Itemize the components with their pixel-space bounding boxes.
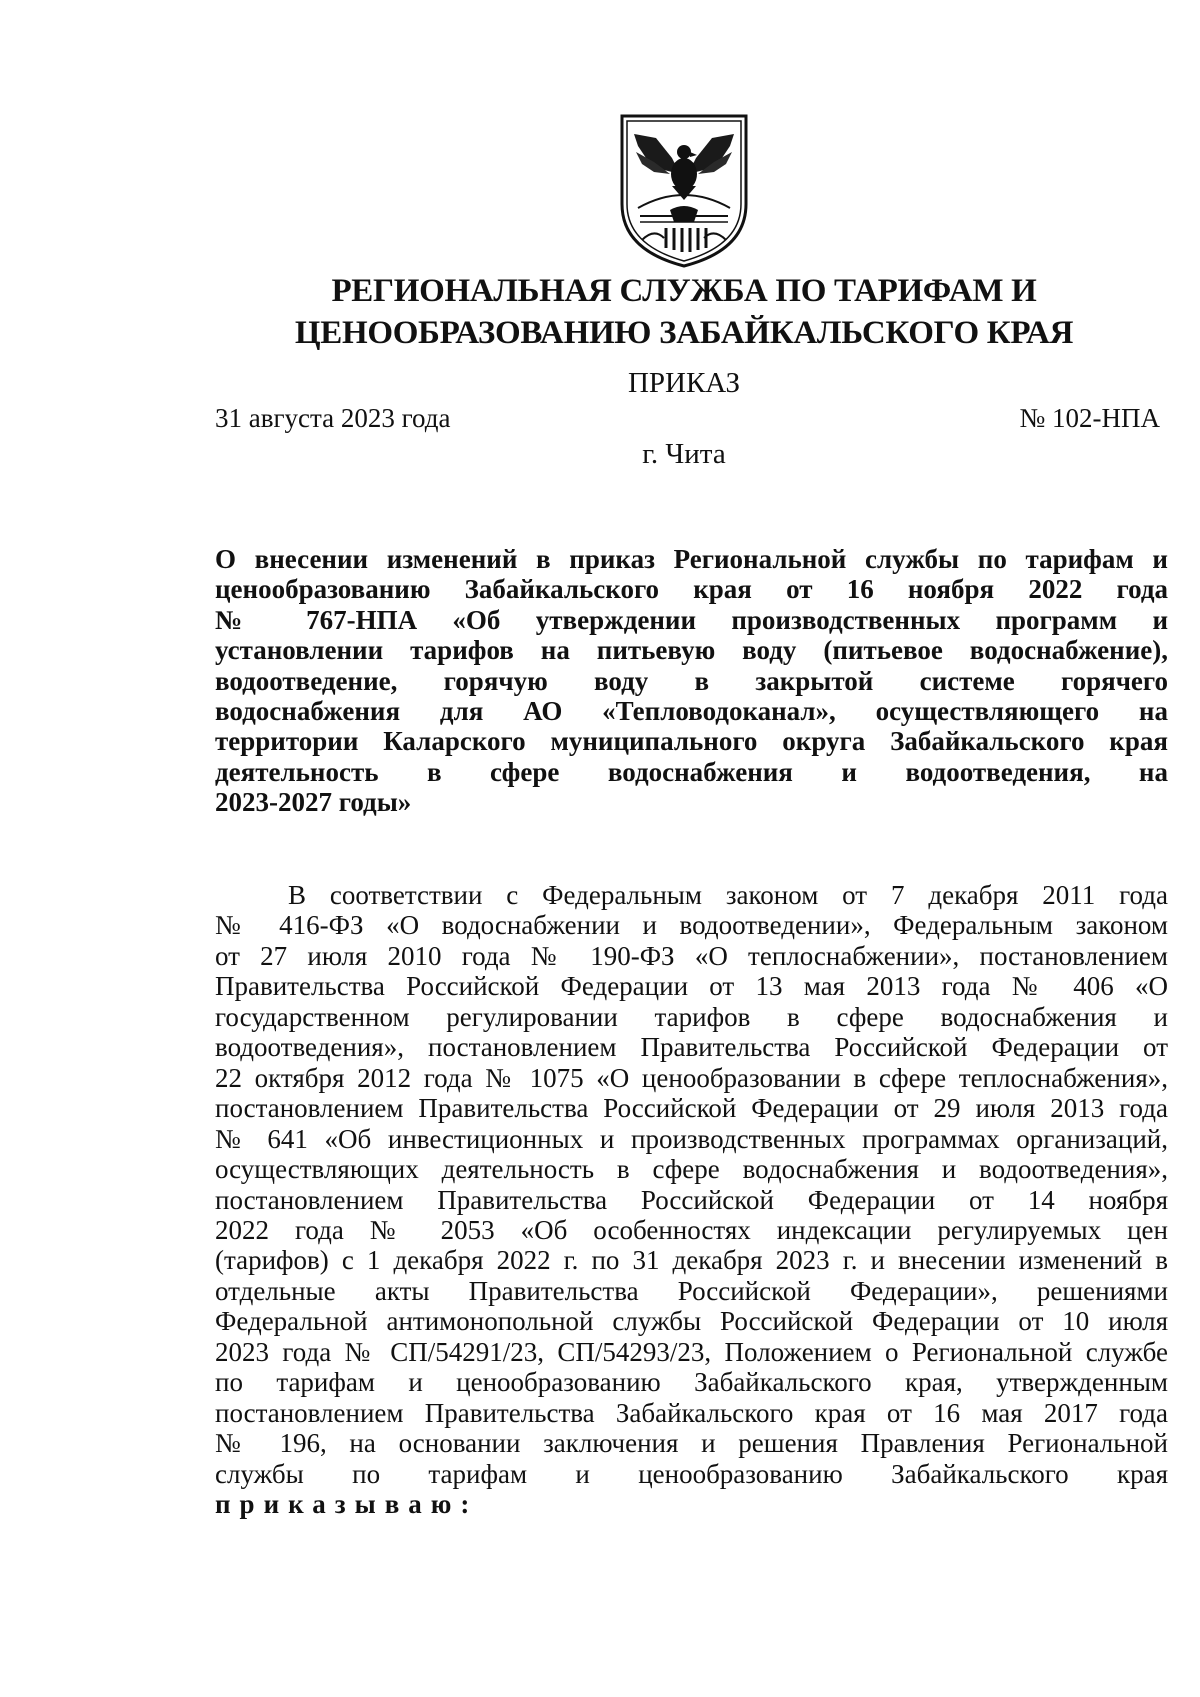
body-line: 2022 года № 2053 «Об особенностях индексации регулируемых цен — [215, 1214, 1168, 1245]
body-line: от 27 июля 2010 года № 190-ФЗ «О теплоснабжении», постановлением — [215, 940, 1168, 971]
subject-line: территории Каларского муниципального округа Забайкальского края — [215, 726, 1168, 757]
document-date: 31 августа 2023 года — [215, 403, 451, 433]
order-word: приказываю: — [215, 1489, 479, 1520]
agency-name — [200, 270, 1168, 354]
agency-name-line-1: РЕГИОНАЛЬНАЯ СЛУЖБА ПО ТАРИФАМ И — [331, 273, 1037, 309]
coat-of-arms-emblem — [614, 112, 754, 270]
document-type: ПРИКАЗ — [627, 367, 741, 399]
body-line: отдельные акты Правительства Российской Федерации», решениями — [215, 1275, 1168, 1306]
body-line: постановлением Правительства Российской Федерации от 29 июля 2013 года — [215, 1093, 1168, 1124]
body-line: № 641 «Об инвестиционных и производственных программах организаций, — [215, 1123, 1168, 1154]
body-line: Федеральной антимонопольной службы Российской Федерации от 10 июля — [215, 1306, 1168, 1337]
body-line: (тарифов) с 1 декабря 2022 г. по 31 декабря 2023 г. и внесении изменений в — [215, 1245, 1168, 1276]
document-city: г. Чита — [642, 438, 726, 470]
subject-line: установлении тарифов на питьевую воду (питьевое водоснабжение), — [215, 635, 1168, 666]
agency-name-line-2: ЦЕНООБРАЗОВАНИЮ ЗАБАЙКАЛЬСКОГО КРАЯ — [294, 315, 1074, 351]
subject-line: ценообразованию Забайкальского края от 16 ноября 2022 года — [215, 574, 1168, 605]
subject-line: О внесении изменений в приказ Региональной службы по тарифам и — [215, 544, 1168, 574]
body-line: службы по тарифам и ценообразованию Забайкальского края — [215, 1458, 1168, 1489]
body-line: государственном регулировании тарифов в сфере водоснабжения и — [215, 1001, 1168, 1032]
subject-line: деятельность в сфере водоснабжения и водоотведения, на — [215, 756, 1168, 787]
order-body — [215, 880, 1168, 1520]
subject-line: 2023-2027 годы» — [215, 787, 412, 818]
subject-line: водоснабжения для АО «Тепловодоканал», осуществляющего на — [215, 696, 1168, 727]
subject-line: водоотведение, горячую воду в закрытой системе горячего — [215, 665, 1168, 696]
body-line: 22 октября 2012 года № 1075 «О ценообразовании в сфере теплоснабжения», — [215, 1062, 1168, 1093]
body-line: водоотведения», постановлением Правительства Российской Федерации от — [215, 1032, 1168, 1063]
body-line: № 416-ФЗ «О водоснабжении и водоотведении», Федеральным законом — [215, 910, 1168, 941]
body-line: 2023 года № СП/54291/23, СП/54293/23, Положением о Региональной службе — [215, 1336, 1168, 1367]
body-line: по тарифам и ценообразованию Забайкальского края, утвержденным — [215, 1367, 1168, 1398]
order-subject — [215, 544, 1168, 818]
subject-line: № 767-НПА «Об утверждении производственных программ и — [215, 604, 1168, 635]
body-line: В соответствии с Федеральным законом от 7 декабря 2011 года — [288, 880, 1168, 910]
body-line: Правительства Российской Федерации от 13 мая 2013 года № 406 «О — [215, 971, 1168, 1002]
body-line: № 196, на основании заключения и решения Правления Региональной — [215, 1428, 1168, 1459]
body-line: постановлением Правительства Российской Федерации от 14 ноября — [215, 1184, 1168, 1215]
body-line: постановлением Правительства Забайкальского края от 16 мая 2017 года — [215, 1397, 1168, 1428]
body-line: осуществляющих деятельность в сфере водоснабжения и водоотведения», — [215, 1154, 1168, 1185]
document-number: № 102-НПА — [1019, 403, 1160, 433]
